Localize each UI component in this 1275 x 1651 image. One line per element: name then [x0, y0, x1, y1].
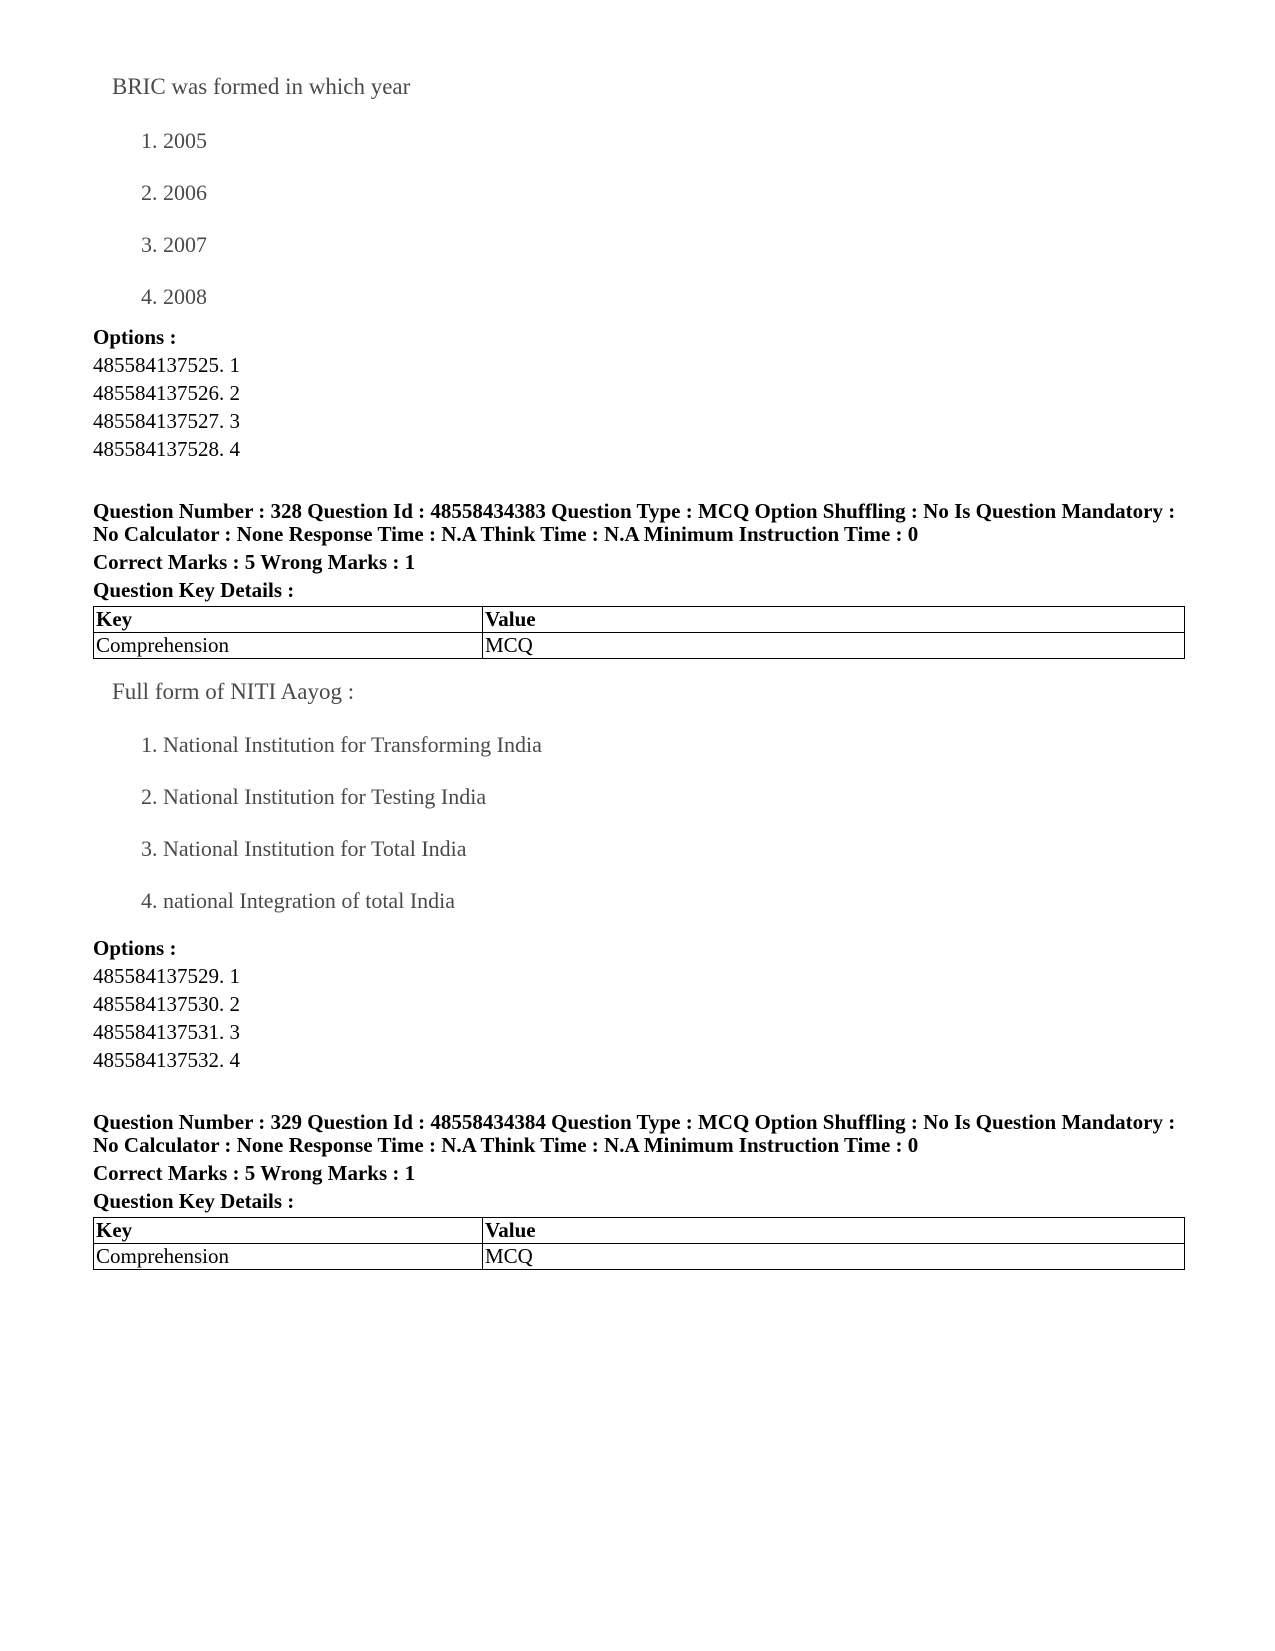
choice-item: 2. National Institution for Testing India: [141, 784, 487, 809]
option-id: 485584137532. 4: [93, 1048, 240, 1072]
question-text: BRIC was formed in which year: [112, 74, 411, 99]
marks-line: Correct Marks : 5 Wrong Marks : 1: [93, 1161, 416, 1185]
choice-item: 4. national Integration of total India: [141, 888, 456, 913]
option-id: 485584137530. 2: [93, 992, 240, 1016]
table-cell-key: Comprehension: [94, 1244, 483, 1270]
option-id: 485584137525. 1: [93, 353, 240, 377]
choice-item: 3. National Institution for Total India: [141, 836, 467, 861]
choice-item: 4. 2008: [141, 284, 207, 309]
key-details-table: [93, 606, 1185, 659]
table-header-row: [94, 607, 1185, 633]
option-id: 485584137527. 3: [93, 409, 240, 433]
table-cell-value: MCQ: [483, 633, 1185, 659]
option-id: 485584137526. 2: [93, 381, 240, 405]
table-cell-key: Comprehension: [94, 633, 483, 659]
marks-line: Correct Marks : 5 Wrong Marks : 1: [93, 550, 416, 574]
table-header-key: Key: [94, 1218, 483, 1244]
table-row: [94, 1244, 1185, 1270]
key-details-heading: Question Key Details :: [93, 578, 295, 602]
table-header-value: Value: [483, 1218, 1185, 1244]
question-meta-line-2: No Calculator : None Response Time : N.A Think Time : N.A Minimum Instruction Time : 0: [93, 1133, 919, 1157]
key-details-table: [93, 1217, 1185, 1270]
choice-item: 1. 2005: [141, 128, 207, 153]
options-heading: Options :: [93, 325, 177, 349]
table-header-row: [94, 1218, 1185, 1244]
table-row: [94, 633, 1185, 659]
choice-item: 2. 2006: [141, 180, 207, 205]
question-meta-line-1: Question Number : 328 Question Id : 48558434383 Question Type : MCQ Option Shuffling : No Is Question Mandatory :: [93, 499, 1176, 523]
choice-item: 1. National Institution for Transforming India: [141, 732, 542, 757]
option-id: 485584137529. 1: [93, 964, 240, 988]
key-details-heading: Question Key Details :: [93, 1189, 295, 1213]
choice-item: 3. 2007: [141, 232, 207, 257]
option-id: 485584137531. 3: [93, 1020, 240, 1044]
question-meta-line-1: Question Number : 329 Question Id : 48558434384 Question Type : MCQ Option Shuffling : No Is Question Mandatory :: [93, 1110, 1176, 1134]
question-meta-line-2: No Calculator : None Response Time : N.A Think Time : N.A Minimum Instruction Time : 0: [93, 522, 919, 546]
options-heading: Options :: [93, 936, 177, 960]
question-text: Full form of NITI Aayog :: [112, 679, 355, 704]
option-id: 485584137528. 4: [93, 437, 240, 461]
table-cell-value: MCQ: [483, 1244, 1185, 1270]
table-header-value: Value: [483, 607, 1185, 633]
table-header-key: Key: [94, 607, 483, 633]
